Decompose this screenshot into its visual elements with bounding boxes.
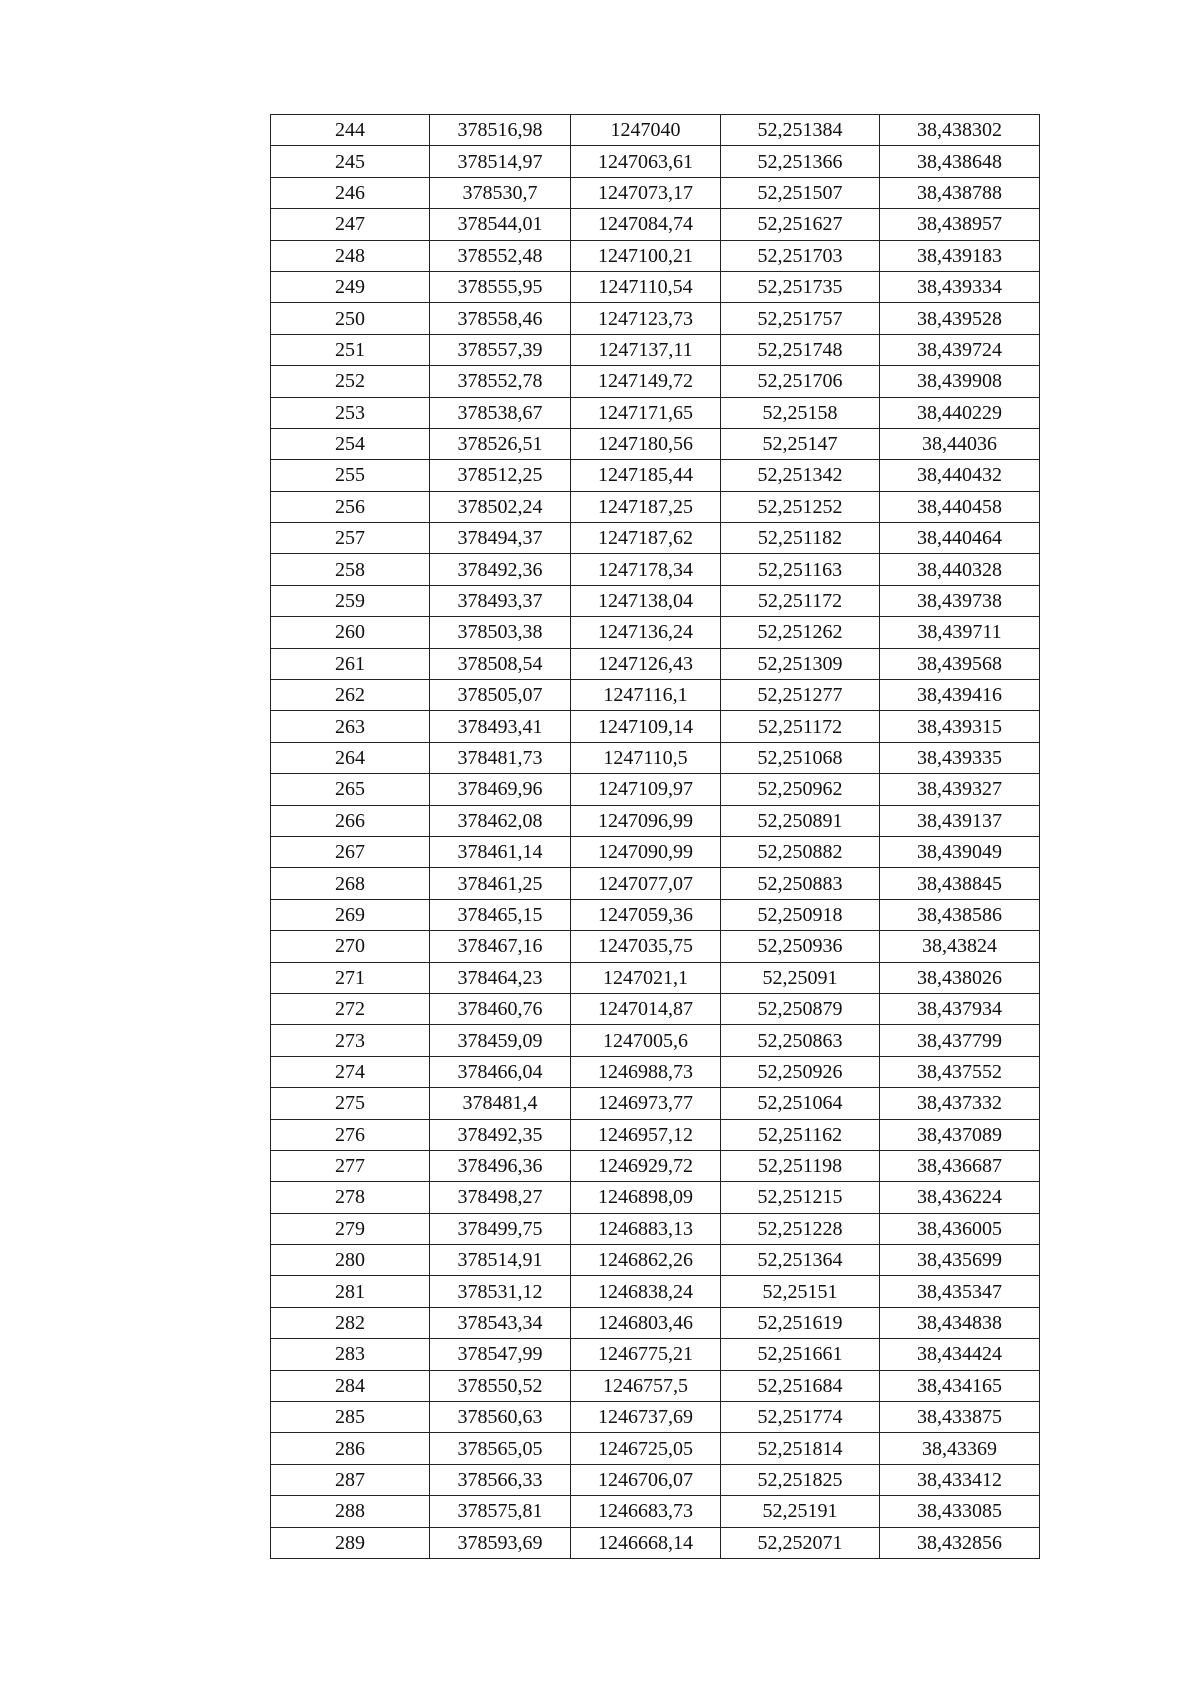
y-coordinate-cell: 1247090,99 — [571, 836, 721, 867]
point-number-cell: 288 — [271, 1496, 430, 1527]
table-row — [271, 1464, 1040, 1495]
latitude-cell: 52,251172 — [721, 711, 880, 742]
point-number-cell: 259 — [271, 585, 430, 616]
table-row — [271, 585, 1040, 616]
point-number-cell: 276 — [271, 1119, 430, 1150]
y-coordinate-cell: 1247073,17 — [571, 177, 721, 208]
table-row — [271, 177, 1040, 208]
latitude-cell: 52,251825 — [721, 1464, 880, 1495]
point-number-cell: 245 — [271, 146, 430, 177]
y-coordinate-cell: 1247040 — [571, 115, 721, 146]
point-number-cell: 247 — [271, 209, 430, 240]
latitude-cell: 52,251706 — [721, 366, 880, 397]
x-coordinate-cell: 378496,36 — [430, 1150, 571, 1181]
x-coordinate-cell: 378494,37 — [430, 523, 571, 554]
x-coordinate-cell: 378465,15 — [430, 899, 571, 930]
latitude-cell: 52,25091 — [721, 962, 880, 993]
table-row — [271, 554, 1040, 585]
y-coordinate-cell: 1246803,46 — [571, 1307, 721, 1338]
table-row — [271, 240, 1040, 271]
x-coordinate-cell: 378557,39 — [430, 334, 571, 365]
table-row — [271, 366, 1040, 397]
x-coordinate-cell: 378526,51 — [430, 428, 571, 459]
table-row — [271, 1433, 1040, 1464]
latitude-cell: 52,25147 — [721, 428, 880, 459]
table-row — [271, 428, 1040, 459]
latitude-cell: 52,251814 — [721, 1433, 880, 1464]
longitude-cell: 38,439327 — [880, 774, 1040, 805]
point-number-cell: 279 — [271, 1213, 430, 1244]
x-coordinate-cell: 378462,08 — [430, 805, 571, 836]
latitude-cell: 52,250962 — [721, 774, 880, 805]
y-coordinate-cell: 1246973,77 — [571, 1088, 721, 1119]
x-coordinate-cell: 378505,07 — [430, 680, 571, 711]
longitude-cell: 38,439711 — [880, 617, 1040, 648]
latitude-cell: 52,251619 — [721, 1307, 880, 1338]
latitude-cell: 52,250879 — [721, 993, 880, 1024]
latitude-cell: 52,251661 — [721, 1339, 880, 1370]
x-coordinate-cell: 378544,01 — [430, 209, 571, 240]
longitude-cell: 38,432856 — [880, 1527, 1040, 1558]
longitude-cell: 38,435347 — [880, 1276, 1040, 1307]
point-number-cell: 280 — [271, 1245, 430, 1276]
point-number-cell: 282 — [271, 1307, 430, 1338]
latitude-cell: 52,251364 — [721, 1245, 880, 1276]
table-row — [271, 868, 1040, 899]
y-coordinate-cell: 1247109,14 — [571, 711, 721, 742]
x-coordinate-cell: 378460,76 — [430, 993, 571, 1024]
x-coordinate-cell: 378461,14 — [430, 836, 571, 867]
table-row — [271, 1496, 1040, 1527]
x-coordinate-cell: 378499,75 — [430, 1213, 571, 1244]
table-row — [271, 1307, 1040, 1338]
table-row — [271, 680, 1040, 711]
latitude-cell: 52,251252 — [721, 491, 880, 522]
y-coordinate-cell: 1247084,74 — [571, 209, 721, 240]
point-number-cell: 261 — [271, 648, 430, 679]
longitude-cell: 38,438788 — [880, 177, 1040, 208]
y-coordinate-cell: 1246737,69 — [571, 1402, 721, 1433]
point-number-cell: 244 — [271, 115, 430, 146]
x-coordinate-cell: 378481,4 — [430, 1088, 571, 1119]
table-row — [271, 742, 1040, 773]
point-number-cell: 281 — [271, 1276, 430, 1307]
latitude-cell: 52,25158 — [721, 397, 880, 428]
y-coordinate-cell: 1247180,56 — [571, 428, 721, 459]
y-coordinate-cell: 1247109,97 — [571, 774, 721, 805]
longitude-cell: 38,439724 — [880, 334, 1040, 365]
point-number-cell: 255 — [271, 460, 430, 491]
point-number-cell: 252 — [271, 366, 430, 397]
table-row — [271, 1088, 1040, 1119]
table-row — [271, 523, 1040, 554]
latitude-cell: 52,250883 — [721, 868, 880, 899]
point-number-cell: 250 — [271, 303, 430, 334]
x-coordinate-cell: 378481,73 — [430, 742, 571, 773]
latitude-cell: 52,251182 — [721, 523, 880, 554]
y-coordinate-cell: 1247185,44 — [571, 460, 721, 491]
latitude-cell: 52,251198 — [721, 1150, 880, 1181]
latitude-cell: 52,251068 — [721, 742, 880, 773]
latitude-cell: 52,251366 — [721, 146, 880, 177]
y-coordinate-cell: 1247187,62 — [571, 523, 721, 554]
table-row — [271, 271, 1040, 302]
y-coordinate-cell: 1246668,14 — [571, 1527, 721, 1558]
x-coordinate-cell: 378531,12 — [430, 1276, 571, 1307]
longitude-cell: 38,439568 — [880, 648, 1040, 679]
point-number-cell: 278 — [271, 1182, 430, 1213]
longitude-cell: 38,437332 — [880, 1088, 1040, 1119]
point-number-cell: 254 — [271, 428, 430, 459]
point-number-cell: 277 — [271, 1150, 430, 1181]
longitude-cell: 38,433412 — [880, 1464, 1040, 1495]
x-coordinate-cell: 378530,7 — [430, 177, 571, 208]
latitude-cell: 52,251228 — [721, 1213, 880, 1244]
point-number-cell: 263 — [271, 711, 430, 742]
point-number-cell: 274 — [271, 1056, 430, 1087]
y-coordinate-cell: 1247063,61 — [571, 146, 721, 177]
y-coordinate-cell: 1247137,11 — [571, 334, 721, 365]
x-coordinate-cell: 378566,33 — [430, 1464, 571, 1495]
longitude-cell: 38,433875 — [880, 1402, 1040, 1433]
longitude-cell: 38,439183 — [880, 240, 1040, 271]
longitude-cell: 38,435699 — [880, 1245, 1040, 1276]
y-coordinate-cell: 1246838,24 — [571, 1276, 721, 1307]
point-number-cell: 269 — [271, 899, 430, 930]
y-coordinate-cell: 1246862,26 — [571, 1245, 721, 1276]
point-number-cell: 251 — [271, 334, 430, 365]
latitude-cell: 52,251163 — [721, 554, 880, 585]
point-number-cell: 284 — [271, 1370, 430, 1401]
latitude-cell: 52,250891 — [721, 805, 880, 836]
y-coordinate-cell: 1246775,21 — [571, 1339, 721, 1370]
x-coordinate-cell: 378514,97 — [430, 146, 571, 177]
table-row — [271, 899, 1040, 930]
x-coordinate-cell: 378467,16 — [430, 931, 571, 962]
x-coordinate-cell: 378565,05 — [430, 1433, 571, 1464]
y-coordinate-cell: 1247171,65 — [571, 397, 721, 428]
table-row — [271, 1213, 1040, 1244]
y-coordinate-cell: 1247126,43 — [571, 648, 721, 679]
point-number-cell: 286 — [271, 1433, 430, 1464]
longitude-cell: 38,438586 — [880, 899, 1040, 930]
latitude-cell: 52,251172 — [721, 585, 880, 616]
point-number-cell: 265 — [271, 774, 430, 805]
latitude-cell: 52,250882 — [721, 836, 880, 867]
y-coordinate-cell: 1247138,04 — [571, 585, 721, 616]
x-coordinate-cell: 378593,69 — [430, 1527, 571, 1558]
latitude-cell: 52,251384 — [721, 115, 880, 146]
table-row — [271, 1056, 1040, 1087]
point-number-cell: 289 — [271, 1527, 430, 1558]
y-coordinate-cell: 1247014,87 — [571, 993, 721, 1024]
point-number-cell: 249 — [271, 271, 430, 302]
y-coordinate-cell: 1247110,54 — [571, 271, 721, 302]
longitude-cell: 38,44036 — [880, 428, 1040, 459]
longitude-cell: 38,439738 — [880, 585, 1040, 616]
y-coordinate-cell: 1246683,73 — [571, 1496, 721, 1527]
y-coordinate-cell: 1247136,24 — [571, 617, 721, 648]
x-coordinate-cell: 378492,35 — [430, 1119, 571, 1150]
y-coordinate-cell: 1246929,72 — [571, 1150, 721, 1181]
point-number-cell: 256 — [271, 491, 430, 522]
x-coordinate-cell: 378547,99 — [430, 1339, 571, 1370]
longitude-cell: 38,439049 — [880, 836, 1040, 867]
longitude-cell: 38,439908 — [880, 366, 1040, 397]
point-number-cell: 246 — [271, 177, 430, 208]
latitude-cell: 52,251627 — [721, 209, 880, 240]
y-coordinate-cell: 1246988,73 — [571, 1056, 721, 1087]
latitude-cell: 52,251748 — [721, 334, 880, 365]
y-coordinate-cell: 1247096,99 — [571, 805, 721, 836]
x-coordinate-cell: 378514,91 — [430, 1245, 571, 1276]
longitude-cell: 38,436687 — [880, 1150, 1040, 1181]
x-coordinate-cell: 378503,38 — [430, 617, 571, 648]
point-number-cell: 270 — [271, 931, 430, 962]
y-coordinate-cell: 1247005,6 — [571, 1025, 721, 1056]
latitude-cell: 52,251684 — [721, 1370, 880, 1401]
point-number-cell: 283 — [271, 1339, 430, 1370]
y-coordinate-cell: 1246883,13 — [571, 1213, 721, 1244]
table-row — [271, 805, 1040, 836]
x-coordinate-cell: 378543,34 — [430, 1307, 571, 1338]
y-coordinate-cell: 1246706,07 — [571, 1464, 721, 1495]
latitude-cell: 52,251507 — [721, 177, 880, 208]
x-coordinate-cell: 378512,25 — [430, 460, 571, 491]
table-row — [271, 1182, 1040, 1213]
table-row — [271, 1245, 1040, 1276]
latitude-cell: 52,251703 — [721, 240, 880, 271]
longitude-cell: 38,43369 — [880, 1433, 1040, 1464]
table-row — [271, 1527, 1040, 1558]
x-coordinate-cell: 378516,98 — [430, 115, 571, 146]
point-number-cell: 262 — [271, 680, 430, 711]
y-coordinate-cell: 1247116,1 — [571, 680, 721, 711]
point-number-cell: 248 — [271, 240, 430, 271]
table-row — [271, 1370, 1040, 1401]
x-coordinate-cell: 378560,63 — [430, 1402, 571, 1433]
latitude-cell: 52,250936 — [721, 931, 880, 962]
y-coordinate-cell: 1246957,12 — [571, 1119, 721, 1150]
x-coordinate-cell: 378493,37 — [430, 585, 571, 616]
latitude-cell: 52,251735 — [721, 271, 880, 302]
longitude-cell: 38,437799 — [880, 1025, 1040, 1056]
longitude-cell: 38,436005 — [880, 1213, 1040, 1244]
point-number-cell: 260 — [271, 617, 430, 648]
point-number-cell: 285 — [271, 1402, 430, 1433]
x-coordinate-cell: 378493,41 — [430, 711, 571, 742]
longitude-cell: 38,437552 — [880, 1056, 1040, 1087]
longitude-cell: 38,438026 — [880, 962, 1040, 993]
longitude-cell: 38,439335 — [880, 742, 1040, 773]
table-row — [271, 962, 1040, 993]
x-coordinate-cell: 378555,95 — [430, 271, 571, 302]
latitude-cell: 52,251309 — [721, 648, 880, 679]
y-coordinate-cell: 1246757,5 — [571, 1370, 721, 1401]
longitude-cell: 38,438302 — [880, 115, 1040, 146]
table-row — [271, 460, 1040, 491]
table-row — [271, 648, 1040, 679]
longitude-cell: 38,434424 — [880, 1339, 1040, 1370]
longitude-cell: 38,433085 — [880, 1496, 1040, 1527]
table-row — [271, 711, 1040, 742]
y-coordinate-cell: 1247110,5 — [571, 742, 721, 773]
point-number-cell: 272 — [271, 993, 430, 1024]
x-coordinate-cell: 378459,09 — [430, 1025, 571, 1056]
y-coordinate-cell: 1247123,73 — [571, 303, 721, 334]
x-coordinate-cell: 378552,48 — [430, 240, 571, 271]
table-row — [271, 303, 1040, 334]
x-coordinate-cell: 378461,25 — [430, 868, 571, 899]
table-row — [271, 1025, 1040, 1056]
table-row — [271, 209, 1040, 240]
x-coordinate-cell: 378538,67 — [430, 397, 571, 428]
table-row — [271, 1276, 1040, 1307]
latitude-cell: 52,251342 — [721, 460, 880, 491]
longitude-cell: 38,439416 — [880, 680, 1040, 711]
x-coordinate-cell: 378469,96 — [430, 774, 571, 805]
latitude-cell: 52,25151 — [721, 1276, 880, 1307]
point-number-cell: 266 — [271, 805, 430, 836]
x-coordinate-cell: 378492,36 — [430, 554, 571, 585]
table-row — [271, 931, 1040, 962]
x-coordinate-cell: 378552,78 — [430, 366, 571, 397]
longitude-cell: 38,437089 — [880, 1119, 1040, 1150]
point-number-cell: 275 — [271, 1088, 430, 1119]
latitude-cell: 52,250863 — [721, 1025, 880, 1056]
y-coordinate-cell: 1247059,36 — [571, 899, 721, 930]
point-number-cell: 264 — [271, 742, 430, 773]
longitude-cell: 38,439334 — [880, 271, 1040, 302]
table-row — [271, 1339, 1040, 1370]
y-coordinate-cell: 1247178,34 — [571, 554, 721, 585]
longitude-cell: 38,437934 — [880, 993, 1040, 1024]
table-row — [271, 115, 1040, 146]
latitude-cell: 52,250926 — [721, 1056, 880, 1087]
latitude-cell: 52,251757 — [721, 303, 880, 334]
point-number-cell: 257 — [271, 523, 430, 554]
latitude-cell: 52,25191 — [721, 1496, 880, 1527]
longitude-cell: 38,440432 — [880, 460, 1040, 491]
longitude-cell: 38,440458 — [880, 491, 1040, 522]
y-coordinate-cell: 1247021,1 — [571, 962, 721, 993]
point-number-cell: 253 — [271, 397, 430, 428]
y-coordinate-cell: 1246898,09 — [571, 1182, 721, 1213]
longitude-cell: 38,434838 — [880, 1307, 1040, 1338]
longitude-cell: 38,439528 — [880, 303, 1040, 334]
table-row — [271, 836, 1040, 867]
table-row — [271, 1119, 1040, 1150]
point-number-cell: 268 — [271, 868, 430, 899]
longitude-cell: 38,438845 — [880, 868, 1040, 899]
longitude-cell: 38,440328 — [880, 554, 1040, 585]
point-number-cell: 258 — [271, 554, 430, 585]
x-coordinate-cell: 378550,52 — [430, 1370, 571, 1401]
longitude-cell: 38,43824 — [880, 931, 1040, 962]
y-coordinate-cell: 1246725,05 — [571, 1433, 721, 1464]
longitude-cell: 38,436224 — [880, 1182, 1040, 1213]
point-number-cell: 273 — [271, 1025, 430, 1056]
y-coordinate-cell: 1247077,07 — [571, 868, 721, 899]
coordinates-table-body — [271, 115, 1040, 1559]
table-row — [271, 146, 1040, 177]
table-row — [271, 993, 1040, 1024]
point-number-cell: 267 — [271, 836, 430, 867]
longitude-cell: 38,438957 — [880, 209, 1040, 240]
table-row — [271, 617, 1040, 648]
y-coordinate-cell: 1247149,72 — [571, 366, 721, 397]
table-row — [271, 334, 1040, 365]
x-coordinate-cell: 378575,81 — [430, 1496, 571, 1527]
y-coordinate-cell: 1247100,21 — [571, 240, 721, 271]
latitude-cell: 52,250918 — [721, 899, 880, 930]
y-coordinate-cell: 1247187,25 — [571, 491, 721, 522]
x-coordinate-cell: 378466,04 — [430, 1056, 571, 1087]
x-coordinate-cell: 378502,24 — [430, 491, 571, 522]
table-row — [271, 774, 1040, 805]
coordinates-table — [270, 114, 1040, 1559]
point-number-cell: 271 — [271, 962, 430, 993]
table-row — [271, 397, 1040, 428]
latitude-cell: 52,251215 — [721, 1182, 880, 1213]
x-coordinate-cell: 378508,54 — [430, 648, 571, 679]
point-number-cell: 287 — [271, 1464, 430, 1495]
table-row — [271, 1402, 1040, 1433]
latitude-cell: 52,251162 — [721, 1119, 880, 1150]
x-coordinate-cell: 378498,27 — [430, 1182, 571, 1213]
table-row — [271, 491, 1040, 522]
latitude-cell: 52,251064 — [721, 1088, 880, 1119]
longitude-cell: 38,439315 — [880, 711, 1040, 742]
latitude-cell: 52,251277 — [721, 680, 880, 711]
latitude-cell: 52,252071 — [721, 1527, 880, 1558]
x-coordinate-cell: 378558,46 — [430, 303, 571, 334]
x-coordinate-cell: 378464,23 — [430, 962, 571, 993]
latitude-cell: 52,251262 — [721, 617, 880, 648]
longitude-cell: 38,438648 — [880, 146, 1040, 177]
longitude-cell: 38,434165 — [880, 1370, 1040, 1401]
longitude-cell: 38,440464 — [880, 523, 1040, 554]
latitude-cell: 52,251774 — [721, 1402, 880, 1433]
table-row — [271, 1150, 1040, 1181]
longitude-cell: 38,439137 — [880, 805, 1040, 836]
y-coordinate-cell: 1247035,75 — [571, 931, 721, 962]
longitude-cell: 38,440229 — [880, 397, 1040, 428]
